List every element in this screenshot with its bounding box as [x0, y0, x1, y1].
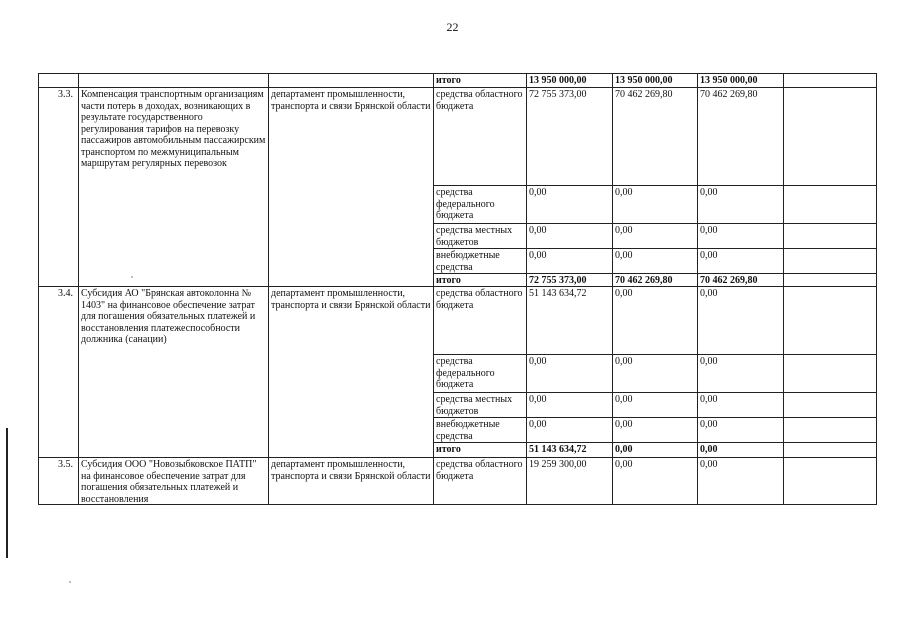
amount-year-3: 0,00 [697, 442, 784, 458]
empty-cell [783, 73, 877, 88]
amount-year-2: 0,00 [612, 442, 698, 458]
amount-year-1: 0,00 [526, 185, 613, 224]
empty-cell [783, 273, 877, 287]
item-name: Субсидия АО "Брянская автоколонна № 1403" на финансовое обеспечение затрат для погашения обязательных платежей и восстановления платежеспособности должника (санации) [78, 286, 269, 458]
funding-source: средства областного бюджета [433, 457, 527, 505]
amount-year-1: 72 755 373,00 [526, 87, 613, 186]
amount-year-1: 19 259 300,00 [526, 457, 613, 505]
amount-year-3: 0,00 [697, 354, 784, 393]
item-name: Субсидия ООО "Новозыбковское ПАТП" на финансовое обеспечение затрат для погашения обязательных платежей и восстановления [78, 457, 269, 505]
amount-year-3: 0,00 [697, 392, 784, 418]
funding-source: итого [433, 73, 527, 88]
table-right-border [876, 73, 877, 505]
funding-source: средства областного бюджета [433, 286, 527, 355]
amount-year-3: 0,00 [697, 185, 784, 224]
amount-year-2: 70 462 269,80 [612, 273, 698, 287]
empty-cell [783, 286, 877, 355]
amount-year-2: 0,00 [612, 354, 698, 393]
funding-source: средства федерального бюджета [433, 354, 527, 393]
funding-source: средства федерального бюджета [433, 185, 527, 224]
item-number: 3.4. [38, 286, 79, 458]
table-bottom-border [38, 504, 877, 505]
amount-year-3: 0,00 [697, 417, 784, 443]
amount-year-3: 70 462 269,80 [697, 87, 784, 186]
amount-year-3: 70 462 269,80 [697, 273, 784, 287]
amount-year-1: 0,00 [526, 223, 613, 249]
funding-source: внебюджетные средства [433, 417, 527, 443]
amount-year-2: 13 950 000,00 [612, 73, 698, 88]
scan-speck [69, 581, 71, 583]
amount-year-1: 51 143 634,72 [526, 286, 613, 355]
funding-source: внебюджетные средства [433, 248, 527, 274]
amount-year-3: 0,00 [697, 223, 784, 249]
amount-year-3: 0,00 [697, 286, 784, 355]
empty-cell [783, 248, 877, 274]
amount-year-3: 0,00 [697, 457, 784, 505]
empty-cell [783, 442, 877, 458]
empty-cell [783, 457, 877, 505]
amount-year-2: 70 462 269,80 [612, 87, 698, 186]
funding-source: средства местных бюджетов [433, 392, 527, 418]
page-number: 22 [446, 20, 459, 34]
amount-year-3: 13 950 000,00 [697, 73, 784, 88]
amount-year-1: 0,00 [526, 354, 613, 393]
amount-year-2: 0,00 [612, 417, 698, 443]
item-executor: департамент промышленности, транспорта и связи Брянской области [268, 457, 434, 505]
item-executor: департамент промышленности, транспорта и связи Брянской области [268, 286, 434, 458]
amount-year-2: 0,00 [612, 286, 698, 355]
amount-year-1: 0,00 [526, 392, 613, 418]
scan-speck [131, 276, 133, 278]
empty-cell [783, 87, 877, 186]
empty-cell [783, 417, 877, 443]
funding-source: средства областного бюджета [433, 87, 527, 186]
empty-cell [783, 354, 877, 393]
amount-year-2: 0,00 [612, 223, 698, 249]
amount-year-1: 72 755 373,00 [526, 273, 613, 287]
empty-cell [783, 185, 877, 224]
item-name: Компенсация транспортным организациям части потерь в доходах, возникающих в результате государственного регулирования тарифов на перевозку пассажиров автомобильным пассажирским транспортом по межмуниципальным маршрутам регулярных перевозок [78, 87, 269, 287]
funding-source: средства местных бюджетов [433, 223, 527, 249]
amount-year-1: 13 950 000,00 [526, 73, 613, 88]
scan-artifact-line [6, 428, 8, 558]
amount-year-3: 0,00 [697, 248, 784, 274]
item-number: 3.3. [38, 87, 79, 287]
amount-year-1: 0,00 [526, 417, 613, 443]
amount-year-2: 0,00 [612, 185, 698, 224]
item-number [38, 73, 79, 88]
amount-year-2: 0,00 [612, 392, 698, 418]
funding-source: итого [433, 273, 527, 287]
amount-year-1: 51 143 634,72 [526, 442, 613, 458]
item-name [78, 73, 269, 88]
amount-year-2: 0,00 [612, 248, 698, 274]
amount-year-2: 0,00 [612, 457, 698, 505]
empty-cell [783, 392, 877, 418]
amount-year-1: 0,00 [526, 248, 613, 274]
funding-source: итого [433, 442, 527, 458]
empty-cell [783, 223, 877, 249]
item-executor: департамент промышленности, транспорта и связи Брянской области [268, 87, 434, 287]
item-executor [268, 73, 434, 88]
item-number: 3.5. [38, 457, 79, 505]
